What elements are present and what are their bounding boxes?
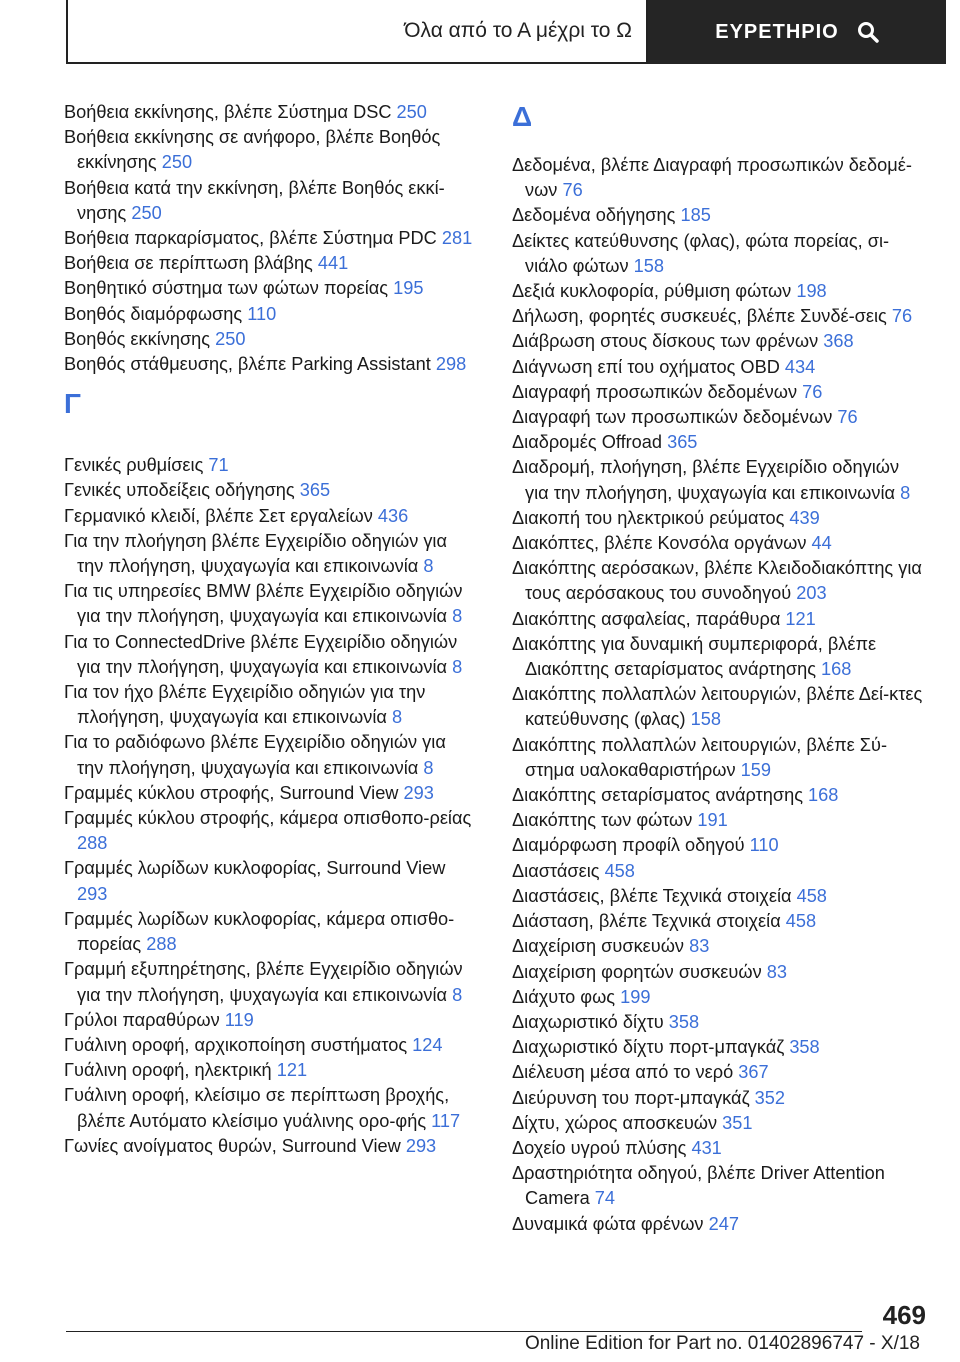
index-entry-text: Διαδρομή, πλοήγηση, βλέπε Εγχειρίδιο οδηγιών για την πλοήγηση, ψυχαγωγία και επικοινωνία bbox=[512, 457, 901, 503]
index-entry bbox=[64, 680, 476, 730]
page-reference-link[interactable]: 195 bbox=[393, 278, 424, 299]
index-entry bbox=[512, 203, 924, 228]
index-entry-text: Διαστάσεις bbox=[512, 860, 605, 881]
index-entry bbox=[512, 859, 924, 884]
index-entry bbox=[512, 682, 924, 732]
page-reference-link[interactable]: 8 bbox=[452, 606, 463, 627]
index-entry bbox=[64, 478, 476, 503]
page-reference-link[interactable]: 71 bbox=[208, 455, 229, 476]
section-letter-heading: Γ bbox=[64, 388, 81, 420]
index-entry-text: Δεξιά κυκλοφορία, ρύθμιση φώτων bbox=[512, 281, 797, 302]
index-entry bbox=[512, 329, 924, 354]
index-entry-text: Βοήθεια εκκίνησης, βλέπε Σύστημα DSC bbox=[64, 102, 397, 122]
page-reference-link[interactable]: 358 bbox=[789, 1037, 820, 1058]
index-entry-text: Διαστάσεις, βλέπε Τεχνικά στοιχεία bbox=[512, 885, 797, 906]
index-entry-text: Γυάλινη οροφή, αρχικοποίηση συστήματος bbox=[64, 1034, 413, 1055]
index-entry bbox=[512, 934, 924, 959]
page-reference-link[interactable]: 191 bbox=[697, 810, 728, 831]
index-entry bbox=[64, 251, 476, 276]
page-reference-link[interactable]: 8 bbox=[452, 984, 463, 1005]
index-entry-text: Διακόπτης για δυναμική συμπεριφορά, βλέπε Διακόπτης σεταρίσματος ανάρτησης bbox=[512, 633, 877, 680]
index-entry bbox=[512, 304, 924, 329]
page-reference-link[interactable]: 288 bbox=[77, 833, 108, 854]
index-entry-text: Γραμμή εξυπηρέτησης, βλέπε Εγχειρίδιο οδηγιών για την πλοήγηση, ψυχαγωγία και επικοινωνία bbox=[64, 959, 463, 1005]
tab-index[interactable] bbox=[648, 0, 946, 64]
page-reference-link[interactable]: 431 bbox=[691, 1137, 722, 1158]
index-entry-text: Για το ραδιόφωνο βλέπε Εγχειρίδιο οδηγιών για την πλοήγηση, ψυχαγωγία και επικοινωνία bbox=[64, 732, 446, 778]
page-reference-link[interactable]: 8 bbox=[452, 656, 463, 677]
page-reference-link[interactable]: 76 bbox=[837, 407, 858, 428]
page-reference-link[interactable]: 76 bbox=[891, 306, 913, 327]
index-entry bbox=[64, 352, 476, 377]
index-entry bbox=[512, 1161, 924, 1211]
index-entry bbox=[512, 733, 924, 783]
page-reference-link[interactable]: 203 bbox=[796, 583, 827, 604]
page-reference-link[interactable]: 8 bbox=[423, 757, 434, 778]
page-reference-link[interactable]: 121 bbox=[785, 608, 816, 629]
index-entry bbox=[64, 1058, 476, 1083]
index-entry bbox=[64, 1083, 476, 1133]
index-entry bbox=[512, 833, 924, 858]
index-entry-text: Διάγνωση επί του οχήματος OBD bbox=[512, 356, 785, 377]
tab-a-to-z-label: Όλα από το Α μέχρι το Ω bbox=[404, 19, 632, 42]
index-entry-text: Βοήθεια σε περίπτωση βλάβης bbox=[64, 253, 318, 274]
index-entry bbox=[512, 783, 924, 808]
index-entry bbox=[512, 506, 924, 531]
page-reference-link[interactable]: 441 bbox=[317, 253, 349, 274]
index-entry-text: Διαχωριστικό δίχτυ bbox=[512, 1011, 669, 1032]
page-reference-link[interactable]: 8 bbox=[900, 482, 911, 503]
page-reference-link[interactable]: 110 bbox=[749, 835, 779, 856]
index-entry-text: Δείκτες κατεύθυνσης (φλας), φώτα πορείας, σι-νιάλο φώτων bbox=[512, 230, 890, 276]
index-entry bbox=[512, 985, 924, 1010]
index-entry-text: Βοήθεια κατά την εκκίνηση, βλέπε Βοηθός εκκί-νησης bbox=[64, 177, 445, 223]
index-entry-text: Βοηθητικό σύστημα των φώτων πορείας bbox=[64, 278, 394, 299]
page-reference-link[interactable]: 198 bbox=[796, 281, 827, 302]
index-entry bbox=[512, 455, 924, 505]
index-entry-text: Γραμμές λωρίδων κυκλοφορίας, Surround View bbox=[64, 858, 446, 879]
page-reference-link[interactable]: 250 bbox=[161, 152, 193, 173]
index-entry bbox=[512, 153, 924, 203]
index-entry bbox=[512, 430, 924, 455]
page-reference-link[interactable]: 117 bbox=[431, 1110, 461, 1131]
index-entry-text: Διακόπτης πολλαπλών λειτουργιών, βλέπε Δεί-κτες κατεύθυνσης (φλας) bbox=[512, 684, 923, 730]
index-entry bbox=[64, 1134, 476, 1159]
index-entry bbox=[512, 380, 924, 405]
index-entry bbox=[512, 808, 924, 833]
index-entry-text: Γωνίες ανοίγματος θυρών, Surround View bbox=[64, 1135, 406, 1156]
tab-a-to-z[interactable] bbox=[66, 0, 648, 64]
page-reference-link[interactable]: 44 bbox=[811, 533, 832, 554]
index-entry-text: Διαχείριση φορητών συσκευών bbox=[512, 961, 767, 982]
index-entry-text: Για το ConnectedDrive βλέπε Εγχειρίδιο οδηγιών για την πλοήγηση, ψυχαγωγία και επικοινωνία bbox=[64, 631, 458, 677]
page-reference-link[interactable]: 293 bbox=[403, 782, 434, 803]
index-entry-text: Βοήθεια παρκαρίσματος, βλέπε Σύστημα PDC bbox=[64, 228, 442, 249]
index-entry-text: Γραμμές λωρίδων κυκλοφορίας, κάμερα οπισθο-πορείας bbox=[64, 908, 455, 955]
index-entry bbox=[64, 100, 476, 125]
index-entry-text: Δοχείο υγρού πλύσης bbox=[512, 1137, 692, 1158]
index-entry bbox=[512, 556, 924, 606]
index-entry-text: Δίχτυ, χώρος αποσκευών bbox=[512, 1112, 723, 1133]
index-entry-text: Διέλευση μέσα από το νερό bbox=[512, 1062, 739, 1083]
index-entry bbox=[64, 1033, 476, 1058]
page-reference-link[interactable]: 185 bbox=[680, 205, 711, 226]
index-entry-text: Διαχωριστικό δίχτυ πορτ-μπαγκάζ bbox=[512, 1037, 790, 1058]
index-entry bbox=[512, 884, 924, 909]
page-reference-link[interactable]: 76 bbox=[802, 381, 823, 402]
index-entry-text: Διαμόρφωση προφίλ οδηγού bbox=[512, 835, 750, 856]
index-entry-text: Γυάλινη οροφή, ηλεκτρική bbox=[64, 1060, 277, 1081]
index-entry-text: Για τον ήχο βλέπε Εγχειρίδιο οδηγιών για την πλοήγηση, ψυχαγωγία και επικοινωνία bbox=[64, 682, 426, 728]
index-entry bbox=[512, 531, 924, 556]
index-entry bbox=[512, 405, 924, 430]
index-entry-text: Διάβρωση στους δίσκους των φρένων bbox=[512, 331, 824, 352]
page-reference-link[interactable]: 158 bbox=[690, 709, 722, 730]
page-reference-link[interactable]: 352 bbox=[754, 1087, 785, 1108]
index-entry-text: Δεδομένα οδήγησης bbox=[512, 205, 681, 226]
index-entry bbox=[512, 1035, 924, 1060]
index-entry bbox=[512, 1212, 924, 1237]
index-entry bbox=[512, 229, 924, 279]
index-entry-text: Βοηθός εκκίνησης bbox=[64, 328, 216, 349]
page-reference-link[interactable]: 298 bbox=[435, 354, 467, 375]
index-entry-text: Διαχείριση συσκευών bbox=[512, 936, 690, 957]
page-reference-link[interactable]: 365 bbox=[299, 480, 331, 501]
page-reference-link[interactable]: 168 bbox=[821, 659, 852, 680]
index-entry bbox=[64, 1008, 476, 1033]
page-reference-link[interactable]: 159 bbox=[740, 759, 771, 780]
index-entry-text: Γερμανικό κλειδί, βλέπε Σετ εργαλείων bbox=[64, 505, 378, 526]
index-entry-text: Γραμμές κύκλου στροφής, κάμερα οπισθοπο-ρείας bbox=[64, 808, 472, 829]
index-entry bbox=[64, 226, 476, 251]
index-entry bbox=[64, 302, 476, 327]
page-reference-link[interactable]: 358 bbox=[668, 1011, 700, 1032]
index-entry bbox=[64, 529, 476, 579]
page-reference-link[interactable]: 439 bbox=[789, 507, 820, 528]
page-reference-link[interactable]: 8 bbox=[423, 556, 434, 577]
index-entry bbox=[64, 176, 476, 226]
index-entry bbox=[64, 276, 476, 301]
index-entry bbox=[512, 632, 924, 682]
index-column-left bbox=[64, 100, 476, 1159]
index-entry-text: Διακόπτης αερόσακων, βλέπε Κλειδοδιακόπτης για τους αερόσακους του συνοδηγού bbox=[512, 558, 922, 604]
page-reference-link[interactable]: 288 bbox=[146, 934, 177, 955]
index-entry bbox=[64, 806, 476, 856]
page-reference-link[interactable]: 168 bbox=[808, 785, 839, 806]
index-entry bbox=[64, 125, 476, 175]
index-entry bbox=[64, 907, 476, 957]
index-entry-text: Διακόπτης των φώτων bbox=[512, 810, 698, 831]
index-entry-text: Διακόπτης ασφαλείας, παράθυρα bbox=[512, 608, 786, 629]
index-entry-text: Διαδρομές Offroad bbox=[512, 432, 668, 453]
page-reference-link[interactable]: 367 bbox=[738, 1062, 769, 1083]
page-reference-link[interactable]: 119 bbox=[224, 1009, 254, 1030]
index-entry bbox=[512, 960, 924, 985]
index-entry-text: Διάχυτο φως bbox=[512, 986, 621, 1007]
page-reference-link[interactable]: 250 bbox=[396, 102, 427, 122]
index-entry-text: Διακόπτης σεταρίσματος ανάρτησης bbox=[512, 785, 809, 806]
index-entry bbox=[512, 355, 924, 380]
page-reference-link[interactable]: 368 bbox=[823, 331, 854, 352]
index-entry bbox=[512, 1111, 924, 1136]
index-entry-text: Διάσταση, βλέπε Τεχνικά στοιχεία bbox=[512, 911, 786, 932]
page-reference-link[interactable]: 458 bbox=[796, 885, 827, 906]
section-letter-heading: Δ bbox=[512, 101, 533, 132]
index-entry bbox=[512, 1060, 924, 1085]
index-entry-text: Διεύρυνση του πορτ-μπαγκάζ bbox=[512, 1087, 755, 1108]
index-entry-text: Δυναμικά φώτα φρένων bbox=[512, 1213, 709, 1234]
page-reference-link[interactable]: 434 bbox=[784, 356, 816, 377]
page-reference-link[interactable]: 121 bbox=[276, 1060, 308, 1081]
page-reference-link[interactable]: 110 bbox=[247, 303, 277, 324]
search-icon[interactable] bbox=[857, 21, 879, 43]
page-reference-link[interactable]: 158 bbox=[633, 255, 665, 276]
index-entry bbox=[64, 730, 476, 780]
index-entry-text: Για τις υπηρεσίες BMW βλέπε Εγχειρίδιο οδηγιών για την πλοήγηση, ψυχαγωγία και επικοινωνία bbox=[64, 581, 463, 627]
index-entry bbox=[512, 279, 924, 304]
index-entry bbox=[512, 1136, 924, 1161]
page-number: 469 bbox=[882, 1300, 926, 1330]
index-entry-text: Διακόπτης πολλαπλών λειτουργιών, βλέπε Σύ-στημα υαλοκαθαριστήρων bbox=[512, 734, 888, 780]
index-entry bbox=[64, 856, 476, 906]
page-header bbox=[66, 0, 946, 64]
index-entry bbox=[64, 453, 476, 478]
index-entry bbox=[512, 1010, 924, 1035]
page-reference-link[interactable]: 436 bbox=[377, 505, 409, 526]
index-entry bbox=[512, 909, 924, 934]
page-reference-link[interactable]: 199 bbox=[620, 986, 651, 1007]
footer-rule bbox=[66, 1331, 862, 1332]
page-reference-link[interactable]: 293 bbox=[77, 883, 108, 904]
page-reference-link[interactable]: 250 bbox=[215, 328, 246, 349]
page-reference-link[interactable]: 83 bbox=[689, 936, 710, 957]
page-reference-link[interactable]: 365 bbox=[667, 432, 698, 453]
index-entry-text: Βοηθός διαμόρφωσης bbox=[64, 303, 248, 324]
index-entry-text: Δήλωση, φορητές συσκευές, βλέπε Συνδέ-σεις bbox=[512, 306, 892, 327]
index-entry bbox=[64, 327, 476, 352]
index-entry-text: Γενικές ρυθμίσεις bbox=[64, 455, 209, 476]
page-reference-link[interactable]: 293 bbox=[405, 1135, 437, 1156]
index-entry-text: Βοήθεια εκκίνησης σε ανήφορο, βλέπε Βοηθός εκκίνησης bbox=[64, 127, 441, 173]
page-reference-link[interactable]: 76 bbox=[562, 180, 583, 201]
index-entry-text: Γρύλοι παραθύρων bbox=[64, 1009, 225, 1030]
index-entry bbox=[64, 630, 476, 680]
index-entry bbox=[64, 504, 476, 529]
index-entry-text: Διαγραφή προσωπικών δεδομένων bbox=[512, 381, 803, 402]
index-entry-text: Διακόπτες, βλέπε Κονσόλα οργάνων bbox=[512, 533, 812, 554]
footer-edition-text: Online Edition for Part no. 01402896747 - X/18 bbox=[524, 1333, 920, 1354]
page-reference-link[interactable]: 458 bbox=[604, 860, 635, 881]
index-entry-text: Για την πλοήγηση βλέπε Εγχειρίδιο οδηγιών για την πλοήγηση, ψυχαγωγία και επικοινωνία bbox=[64, 530, 447, 577]
page-reference-link[interactable]: 247 bbox=[708, 1213, 739, 1234]
index-entry-text: Βοηθός στάθμευσης, βλέπε Parking Assistant bbox=[64, 354, 436, 375]
page-reference-link[interactable]: 351 bbox=[722, 1112, 753, 1133]
index-entry-text: Δραστηριότητα οδηγού, βλέπε Driver Attention Camera bbox=[512, 1163, 885, 1209]
index-entry bbox=[64, 579, 476, 629]
index-entry bbox=[512, 1086, 924, 1111]
index-column-right bbox=[512, 100, 924, 1237]
page-reference-link[interactable]: 281 bbox=[441, 228, 473, 249]
page-reference-link[interactable]: 8 bbox=[391, 707, 403, 728]
page-reference-link[interactable]: 458 bbox=[785, 911, 817, 932]
index-entry bbox=[64, 957, 476, 1007]
index-entry-text: Γυάλινη οροφή, κλείσιμο σε περίπτωση βροχής, βλέπε Αυτόματο κλείσιμο γυάλινης ορο-φής bbox=[64, 1085, 450, 1131]
index-entry-text: Διαγραφή των προσωπικών δεδομένων bbox=[512, 407, 838, 428]
tab-index-label: ΕΥΡΕΤΗΡΙΟ bbox=[715, 20, 839, 43]
page-reference-link[interactable]: 250 bbox=[131, 202, 162, 223]
index-entry-text: Γραμμές κύκλου στροφής, Surround View bbox=[64, 782, 404, 803]
index-entry bbox=[512, 607, 924, 632]
page-reference-link[interactable]: 83 bbox=[766, 961, 787, 982]
index-entry bbox=[64, 781, 476, 806]
index-entry-text: Δεδομένα, βλέπε Διαγραφή προσωπικών δεδομέ-νων bbox=[512, 155, 912, 201]
index-entry-text: Γενικές υποδείξεις οδήγησης bbox=[64, 480, 300, 501]
page-reference-link[interactable]: 74 bbox=[594, 1188, 615, 1209]
page-reference-link[interactable]: 124 bbox=[412, 1034, 443, 1055]
index-entry-text: Διακοπή του ηλεκτρικού ρεύματος bbox=[512, 507, 790, 528]
